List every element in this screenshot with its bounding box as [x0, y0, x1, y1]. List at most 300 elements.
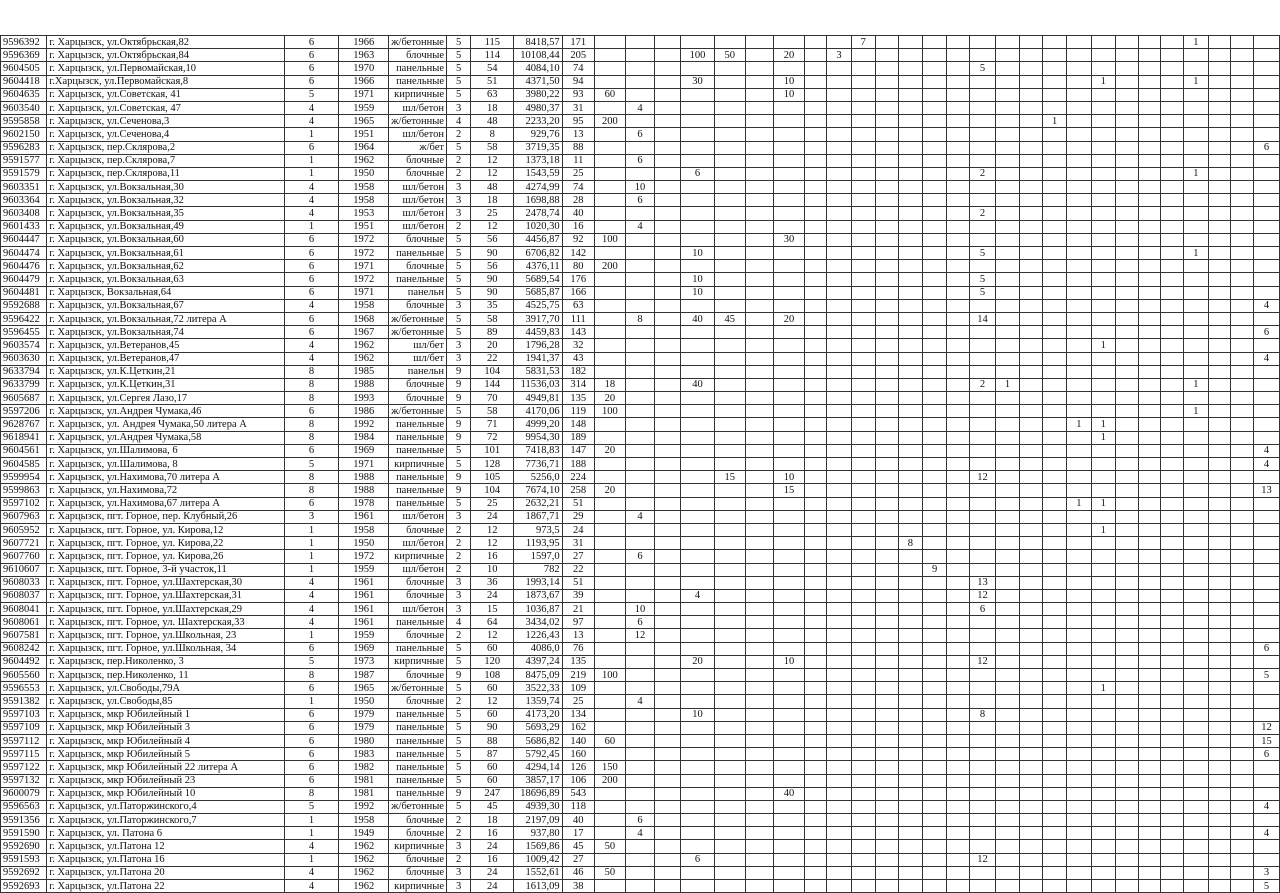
table-row [1, 233, 1280, 246]
count-cell-17 [1020, 642, 1043, 655]
count-cell-11 [875, 431, 898, 444]
count-cell-19 [1067, 286, 1091, 299]
count-cell-22 [1138, 458, 1161, 471]
record-id-cell: 9595858 [1, 115, 47, 128]
count-cell-21 [1115, 75, 1138, 88]
address-cell: г. Харцызск, ул.Советская, 41 [47, 88, 285, 101]
residents-cell: 38 [562, 880, 594, 893]
count-cell-3 [655, 88, 681, 101]
count-cell-5 [714, 563, 746, 576]
count-cell-6 [746, 444, 774, 457]
area-cell: 937,80 [514, 827, 562, 840]
count-cell-17 [1020, 629, 1043, 642]
count-cell-7 [774, 603, 804, 616]
record-id-cell: 9605560 [1, 669, 47, 682]
count-cell-22 [1138, 748, 1161, 761]
count-cell-24: 1 [1184, 75, 1208, 88]
address-cell: г. Харцызск, мкр Юбилейный 5 [47, 748, 285, 761]
count-cell-1 [594, 418, 625, 431]
count-cell-21 [1115, 260, 1138, 273]
count-cell-3 [655, 616, 681, 629]
count-cell-16 [995, 233, 1019, 246]
count-cell-16 [995, 748, 1019, 761]
residents-cell: 24 [562, 523, 594, 536]
count-cell-20 [1091, 774, 1115, 787]
count-cell-25 [1208, 708, 1231, 721]
year-built-cell: 1965 [339, 115, 389, 128]
count-cell-26 [1231, 312, 1254, 325]
count-cell-5 [714, 550, 746, 563]
group-cell: 4 [284, 194, 338, 207]
count-cell-3 [655, 669, 681, 682]
count-cell-2: 10 [625, 603, 654, 616]
count-cell-25 [1208, 326, 1231, 339]
year-built-cell: 1959 [339, 563, 389, 576]
wall-type-cell: ж/бетонные [389, 115, 447, 128]
count-cell-5 [714, 840, 746, 853]
count-cell-11 [875, 510, 898, 523]
count-cell-23 [1161, 497, 1184, 510]
count-cell-26 [1231, 537, 1254, 550]
count-cell-11 [875, 603, 898, 616]
count-cell-13 [923, 207, 947, 220]
count-cell-20: 1 [1091, 431, 1115, 444]
count-cell-7 [774, 181, 804, 194]
count-cell-23 [1161, 616, 1184, 629]
count-cell-3 [655, 589, 681, 602]
residents-cell: 148 [562, 418, 594, 431]
count-cell-4 [681, 260, 714, 273]
count-cell-19 [1067, 510, 1091, 523]
count-cell-5 [714, 326, 746, 339]
count-cell-13 [923, 576, 947, 589]
count-cell-22 [1138, 405, 1161, 418]
count-cell-1 [594, 655, 625, 668]
count-cell-22 [1138, 75, 1161, 88]
count-cell-12 [898, 312, 922, 325]
count-cell-2: 4 [625, 101, 654, 114]
count-cell-1: 100 [594, 233, 625, 246]
count-cell-22 [1138, 853, 1161, 866]
count-cell-12 [898, 510, 922, 523]
count-cell-9 [827, 365, 851, 378]
count-cell-23 [1161, 247, 1184, 260]
count-cell-3 [655, 247, 681, 260]
count-cell-14 [947, 682, 970, 695]
count-cell-2: 4 [625, 510, 654, 523]
count-cell-24 [1184, 880, 1208, 893]
count-cell-1 [594, 787, 625, 800]
count-cell-8 [804, 814, 827, 827]
wall-type-cell: панельные [389, 497, 447, 510]
count-cell-1 [594, 326, 625, 339]
count-cell-16 [995, 418, 1019, 431]
count-cell-10 [851, 220, 875, 233]
count-cell-15 [970, 827, 996, 840]
count-cell-6 [746, 576, 774, 589]
record-id-cell: 9608242 [1, 642, 47, 655]
count-cell-12 [898, 721, 922, 734]
group-cell: 8 [284, 669, 338, 682]
count-cell-12 [898, 616, 922, 629]
count-cell-14 [947, 247, 970, 260]
count-cell-6 [746, 774, 774, 787]
count-cell-8 [804, 669, 827, 682]
count-cell-9 [827, 761, 851, 774]
wall-type-cell: блочные [389, 299, 447, 312]
group-cell: 1 [284, 827, 338, 840]
count-cell-4: 10 [681, 708, 714, 721]
count-cell-22 [1138, 880, 1161, 893]
count-cell-10 [851, 444, 875, 457]
count-cell-21 [1115, 550, 1138, 563]
table-row [1, 761, 1280, 774]
count-cell-24 [1184, 497, 1208, 510]
count-cell-17 [1020, 49, 1043, 62]
count-cell-22 [1138, 721, 1161, 734]
count-cell-2 [625, 537, 654, 550]
count-cell-2 [625, 444, 654, 457]
count-cell-12 [898, 194, 922, 207]
count-cell-10 [851, 101, 875, 114]
count-cell-16 [995, 247, 1019, 260]
count-cell-24 [1184, 761, 1208, 774]
count-cell-4 [681, 866, 714, 879]
wall-type-cell: ж/бетонные [389, 326, 447, 339]
count-cell-24 [1184, 682, 1208, 695]
count-cell-6 [746, 787, 774, 800]
apartments-cell: 56 [471, 233, 514, 246]
count-cell-8 [804, 537, 827, 550]
count-cell-18 [1042, 378, 1066, 391]
count-cell-16 [995, 497, 1019, 510]
address-cell: г. Харцызск, пер.Склярова,2 [47, 141, 285, 154]
count-cell-4: 20 [681, 655, 714, 668]
count-cell-12 [898, 827, 922, 840]
count-cell-6 [746, 695, 774, 708]
count-cell-12 [898, 167, 922, 180]
count-cell-1 [594, 339, 625, 352]
count-cell-12 [898, 603, 922, 616]
count-cell-15 [970, 194, 996, 207]
residents-cell: 176 [562, 273, 594, 286]
count-cell-24 [1184, 787, 1208, 800]
apartments-cell: 22 [471, 352, 514, 365]
count-cell-27 [1254, 207, 1280, 220]
floors-cell: 5 [446, 286, 470, 299]
count-cell-11 [875, 761, 898, 774]
record-id-cell: 9607721 [1, 537, 47, 550]
count-cell-1: 200 [594, 115, 625, 128]
count-cell-19 [1067, 589, 1091, 602]
count-cell-1 [594, 827, 625, 840]
count-cell-23 [1161, 576, 1184, 589]
count-cell-16 [995, 853, 1019, 866]
count-cell-13 [923, 787, 947, 800]
residents-cell: 40 [562, 814, 594, 827]
record-id-cell: 9604447 [1, 233, 47, 246]
floors-cell: 3 [446, 576, 470, 589]
count-cell-13 [923, 748, 947, 761]
count-cell-22 [1138, 299, 1161, 312]
count-cell-3 [655, 800, 681, 813]
count-cell-12 [898, 88, 922, 101]
count-cell-3 [655, 167, 681, 180]
count-cell-14 [947, 510, 970, 523]
address-cell: г. Харцызск, пер.Николенко, 3 [47, 655, 285, 668]
wall-type-cell: ж/бетонные [389, 405, 447, 418]
count-cell-14 [947, 365, 970, 378]
count-cell-26 [1231, 101, 1254, 114]
count-cell-27 [1254, 497, 1280, 510]
count-cell-23 [1161, 115, 1184, 128]
apartments-cell: 89 [471, 326, 514, 339]
wall-type-cell: шл/бетон [389, 194, 447, 207]
count-cell-20 [1091, 880, 1115, 893]
count-cell-1 [594, 273, 625, 286]
count-cell-16 [995, 431, 1019, 444]
group-cell: 1 [284, 220, 338, 233]
area-cell: 8475,09 [514, 669, 562, 682]
count-cell-23 [1161, 880, 1184, 893]
count-cell-21 [1115, 352, 1138, 365]
count-cell-11 [875, 167, 898, 180]
year-built-cell: 1987 [339, 669, 389, 682]
count-cell-25 [1208, 866, 1231, 879]
count-cell-11 [875, 154, 898, 167]
address-cell: г. Харцызск, пгт. Горное, ул.Школьная, 34 [47, 642, 285, 655]
count-cell-23 [1161, 471, 1184, 484]
wall-type-cell: шл/бетон [389, 128, 447, 141]
count-cell-13 [923, 471, 947, 484]
group-cell: 6 [284, 761, 338, 774]
address-cell: г. Харцызск, ул.Вокзальная,32 [47, 194, 285, 207]
count-cell-10 [851, 787, 875, 800]
count-cell-7 [774, 629, 804, 642]
count-cell-21 [1115, 444, 1138, 457]
count-cell-2 [625, 299, 654, 312]
count-cell-22 [1138, 616, 1161, 629]
count-cell-5 [714, 378, 746, 391]
count-cell-12 [898, 576, 922, 589]
floors-cell: 5 [446, 682, 470, 695]
count-cell-15 [970, 88, 996, 101]
record-id-cell: 9610607 [1, 563, 47, 576]
count-cell-15 [970, 260, 996, 273]
count-cell-7 [774, 101, 804, 114]
count-cell-26 [1231, 655, 1254, 668]
count-cell-16 [995, 774, 1019, 787]
count-cell-20 [1091, 471, 1115, 484]
count-cell-10 [851, 853, 875, 866]
count-cell-15 [970, 523, 996, 536]
count-cell-11 [875, 378, 898, 391]
count-cell-26 [1231, 444, 1254, 457]
count-cell-2 [625, 682, 654, 695]
count-cell-5 [714, 537, 746, 550]
count-cell-7 [774, 444, 804, 457]
count-cell-19 [1067, 563, 1091, 576]
count-cell-5 [714, 352, 746, 365]
count-cell-27 [1254, 36, 1280, 49]
count-cell-25 [1208, 75, 1231, 88]
floors-cell: 5 [446, 444, 470, 457]
count-cell-12 [898, 444, 922, 457]
group-cell: 6 [284, 49, 338, 62]
count-cell-6 [746, 194, 774, 207]
count-cell-12 [898, 286, 922, 299]
count-cell-7: 10 [774, 75, 804, 88]
count-cell-9 [827, 853, 851, 866]
area-cell: 4084,10 [514, 62, 562, 75]
count-cell-19 [1067, 669, 1091, 682]
count-cell-4 [681, 721, 714, 734]
count-cell-4 [681, 62, 714, 75]
table-row [1, 787, 1280, 800]
count-cell-5 [714, 115, 746, 128]
count-cell-15: 2 [970, 167, 996, 180]
count-cell-8 [804, 458, 827, 471]
count-cell-26 [1231, 154, 1254, 167]
count-cell-15: 2 [970, 207, 996, 220]
count-cell-18 [1042, 233, 1066, 246]
count-cell-16 [995, 880, 1019, 893]
count-cell-8 [804, 365, 827, 378]
count-cell-18 [1042, 286, 1066, 299]
count-cell-9 [827, 458, 851, 471]
count-cell-14 [947, 642, 970, 655]
count-cell-4 [681, 642, 714, 655]
count-cell-20 [1091, 576, 1115, 589]
floors-cell: 2 [446, 563, 470, 576]
count-cell-12 [898, 299, 922, 312]
count-cell-1: 20 [594, 392, 625, 405]
count-cell-3 [655, 523, 681, 536]
apartments-cell: 104 [471, 365, 514, 378]
count-cell-16 [995, 840, 1019, 853]
apartments-cell: 58 [471, 405, 514, 418]
count-cell-27: 4 [1254, 444, 1280, 457]
count-cell-15: 6 [970, 603, 996, 616]
area-cell: 4173,20 [514, 708, 562, 721]
count-cell-18 [1042, 392, 1066, 405]
count-cell-22 [1138, 286, 1161, 299]
count-cell-3 [655, 458, 681, 471]
area-cell: 782 [514, 563, 562, 576]
count-cell-13 [923, 827, 947, 840]
count-cell-26 [1231, 629, 1254, 642]
area-cell: 3917,70 [514, 312, 562, 325]
count-cell-22 [1138, 537, 1161, 550]
address-cell: г. Харцызск, ул.К.Цеткин,21 [47, 365, 285, 378]
wall-type-cell: панельные [389, 642, 447, 655]
apartments-cell: 90 [471, 273, 514, 286]
count-cell-12 [898, 708, 922, 721]
count-cell-16 [995, 392, 1019, 405]
count-cell-5 [714, 484, 746, 497]
count-cell-22 [1138, 866, 1161, 879]
count-cell-13 [923, 774, 947, 787]
count-cell-3 [655, 695, 681, 708]
count-cell-17 [1020, 365, 1043, 378]
count-cell-18 [1042, 431, 1066, 444]
count-cell-18 [1042, 761, 1066, 774]
residents-cell: 29 [562, 510, 594, 523]
count-cell-16 [995, 207, 1019, 220]
count-cell-25 [1208, 128, 1231, 141]
count-cell-8 [804, 761, 827, 774]
count-cell-10 [851, 800, 875, 813]
count-cell-14 [947, 392, 970, 405]
count-cell-15: 12 [970, 853, 996, 866]
residents-cell: 118 [562, 800, 594, 813]
count-cell-12: 8 [898, 537, 922, 550]
count-cell-25 [1208, 655, 1231, 668]
count-cell-1 [594, 853, 625, 866]
group-cell: 6 [284, 141, 338, 154]
table-row [1, 708, 1280, 721]
address-cell: г. Харцызск, пгт. Горное, 3-й участок,11 [47, 563, 285, 576]
count-cell-4 [681, 194, 714, 207]
count-cell-23 [1161, 642, 1184, 655]
count-cell-20 [1091, 167, 1115, 180]
year-built-cell: 1973 [339, 655, 389, 668]
count-cell-20 [1091, 603, 1115, 616]
count-cell-11 [875, 523, 898, 536]
count-cell-15 [970, 721, 996, 734]
count-cell-6 [746, 537, 774, 550]
count-cell-15 [970, 101, 996, 114]
address-cell: г. Харцызск, ул.Нахимова,67 литера А [47, 497, 285, 510]
count-cell-25 [1208, 194, 1231, 207]
count-cell-2 [625, 378, 654, 391]
count-cell-18 [1042, 36, 1066, 49]
area-cell: 18696,89 [514, 787, 562, 800]
floors-cell: 2 [446, 814, 470, 827]
count-cell-15 [970, 642, 996, 655]
count-cell-7 [774, 260, 804, 273]
count-cell-8 [804, 220, 827, 233]
count-cell-6 [746, 708, 774, 721]
count-cell-1: 50 [594, 866, 625, 879]
count-cell-27 [1254, 563, 1280, 576]
count-cell-1 [594, 589, 625, 602]
count-cell-2: 8 [625, 312, 654, 325]
area-cell: 4999,20 [514, 418, 562, 431]
apartments-cell: 72 [471, 431, 514, 444]
residents-cell: 111 [562, 312, 594, 325]
count-cell-23 [1161, 431, 1184, 444]
count-cell-8 [804, 471, 827, 484]
record-id-cell: 9604474 [1, 247, 47, 260]
count-cell-27 [1254, 167, 1280, 180]
count-cell-11 [875, 405, 898, 418]
table-row [1, 101, 1280, 114]
count-cell-22 [1138, 167, 1161, 180]
count-cell-7: 40 [774, 787, 804, 800]
count-cell-4 [681, 814, 714, 827]
count-cell-23 [1161, 484, 1184, 497]
count-cell-22 [1138, 708, 1161, 721]
count-cell-4 [681, 827, 714, 840]
count-cell-17 [1020, 181, 1043, 194]
count-cell-23 [1161, 326, 1184, 339]
table-row [1, 603, 1280, 616]
count-cell-7 [774, 510, 804, 523]
count-cell-13 [923, 167, 947, 180]
count-cell-12 [898, 378, 922, 391]
year-built-cell: 1961 [339, 589, 389, 602]
